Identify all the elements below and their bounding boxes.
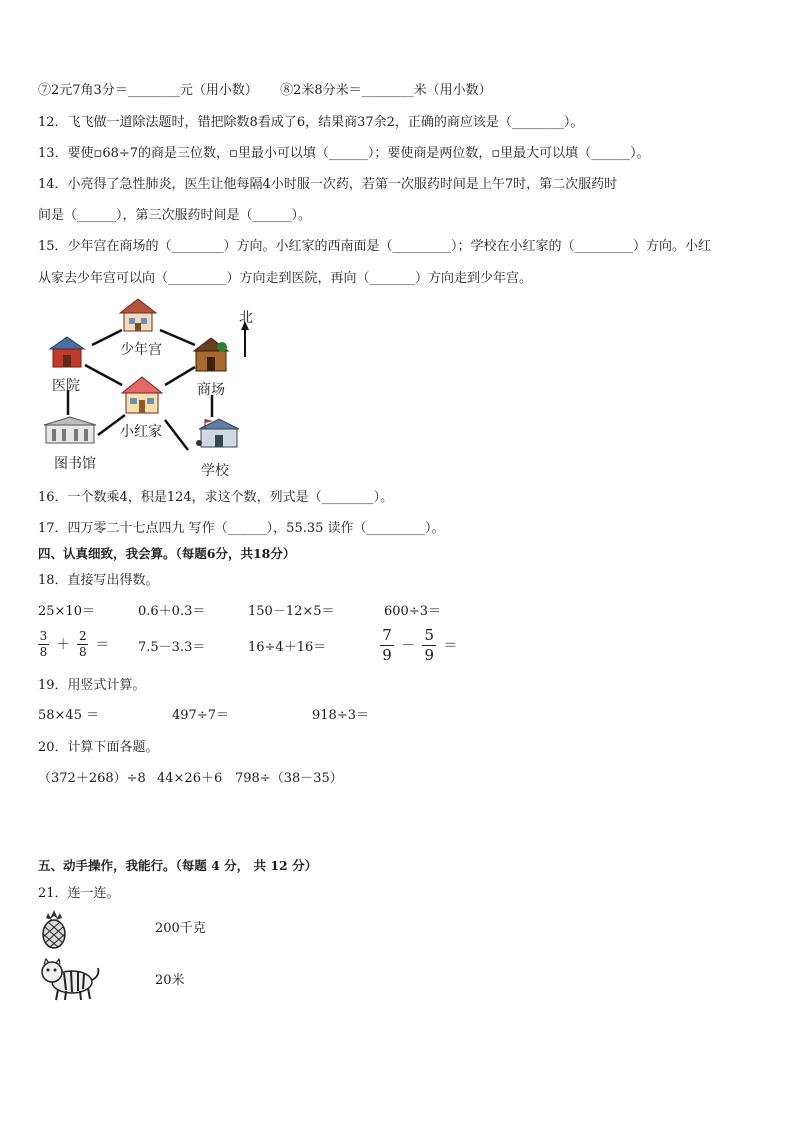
label-school: 学校 xyxy=(201,463,229,479)
question-16: 16．一个数乘4，积是124，求这个数，列式是（________）。 xyxy=(38,490,394,505)
question-13: 13．要使▫68÷7的商是三位数，▫里最小可以填（______）；要使商是两位数，▫里最大可以填（______）。 xyxy=(38,146,650,161)
question-17: 17．四万零二十七点四九 写作（______），55.35 读作（_________）。 xyxy=(38,521,445,536)
calc-20-1: （372＋268）÷8 xyxy=(38,771,146,786)
calc-18-2: 0.6＋0.3＝ xyxy=(138,604,206,619)
question-18: 18．直接写出得数。 xyxy=(38,573,159,588)
home-icon xyxy=(120,375,164,415)
school-icon xyxy=(195,415,241,451)
tiger-icon xyxy=(38,956,102,1002)
calc-18-4: 600÷3＝ xyxy=(384,604,441,619)
hospital-icon xyxy=(48,335,86,369)
question-15-line1: 15．少年宫在商场的（________）方向。小红家的西南面是（_________）；学校在小红家的（_________）方向。小红 xyxy=(38,239,712,254)
question-14-line2: 间是（______），第三次服药时间是（______）。 xyxy=(38,208,312,223)
youth-palace-icon xyxy=(118,297,158,333)
match-item-2: 20米 xyxy=(155,973,185,988)
q-top-items xyxy=(38,82,492,100)
label-mall: 商场 xyxy=(197,382,225,398)
question-14-line1: 14．小亮得了急性肺炎，医生让他每隔4小时服一次药，若第一次服药时间是上午7时，第二次服药时 xyxy=(38,177,618,192)
calc-18-3: 150－12×5＝ xyxy=(248,604,335,619)
label-home: 小红家 xyxy=(120,424,162,440)
library-icon xyxy=(42,415,98,447)
fraction-2-8: $\frac{2}{8}$ xyxy=(78,629,87,659)
section-5-title: 五、动手操作，我能行。（每题 4 分， 共 12 分） xyxy=(38,858,318,873)
label-library: 图书馆 xyxy=(54,456,96,472)
question-21: 21．连一连。 xyxy=(38,886,120,901)
pineapple-icon xyxy=(38,909,70,949)
calc-18-7: 16÷4＋16＝ xyxy=(248,640,327,655)
calc-19-2: 497÷7＝ xyxy=(172,708,229,723)
question-12: 12．飞飞做一道除法题时，错把除数8看成了6，结果商37余2，正确的商应该是（________）。 xyxy=(38,115,584,130)
question-19: 19．用竖式计算。 xyxy=(38,678,146,693)
label-youth-palace: 少年宫 xyxy=(120,342,162,358)
item-7: ⑦2元7角3分＝________元（用小数） xyxy=(38,83,258,98)
calc-18-1: 25×10＝ xyxy=(38,604,95,619)
label-hospital: 医院 xyxy=(52,378,80,394)
calc-18-5: $\frac{3}{8}$ ＋ $\frac{2}{8}$ ＝ xyxy=(39,629,110,659)
calc-19-3: 918÷3＝ xyxy=(312,708,369,723)
calc-19-1: 58×45 ＝ xyxy=(38,708,100,723)
calc-18-6: 7.5－3.3＝ xyxy=(138,640,206,655)
label-north: 北 xyxy=(239,310,253,326)
fraction-7-9: $\frac{7}{9}$ xyxy=(380,627,394,664)
fraction-5-9: $\frac{5}{9}$ xyxy=(422,627,436,664)
direction-map xyxy=(40,295,280,485)
mall-icon xyxy=(190,335,232,373)
match-item-1: 200千克 xyxy=(155,921,206,936)
item-8: ⑧2米8分米＝________米（用小数） xyxy=(280,83,492,98)
calc-20-3: 798÷（38－35） xyxy=(235,771,343,786)
fraction-3-8: $\frac{3}{8}$ xyxy=(39,629,48,659)
calc-20-2: 44×26＋6 xyxy=(157,771,223,786)
question-20: 20．计算下面各题。 xyxy=(38,740,159,755)
question-15-line2: 从家去少年宫可以向（_________）方向走到医院，再向（_______）方向走到少年宫。 xyxy=(38,271,533,286)
section-4-title: 四、认真细致，我会算。（每题6分，共18分） xyxy=(38,546,296,561)
calc-18-8: $\frac{7}{9}$ － $\frac{5}{9}$ ＝ xyxy=(380,627,460,664)
